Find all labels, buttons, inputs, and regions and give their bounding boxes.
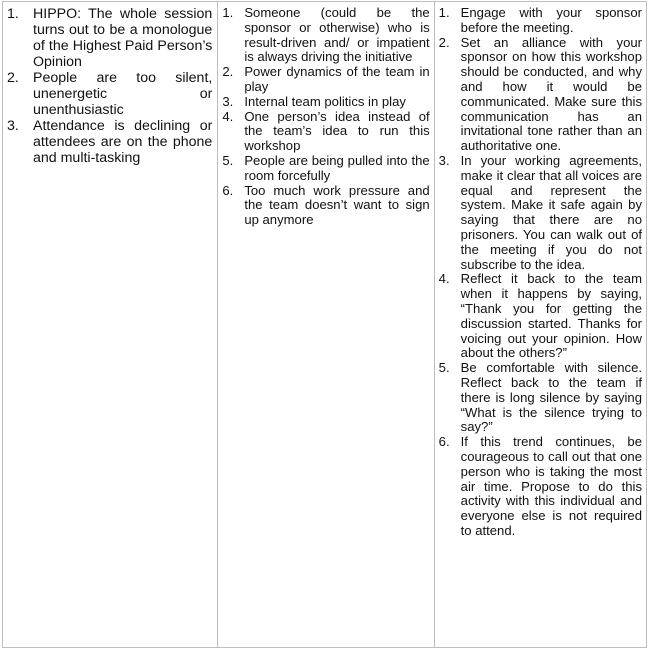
numbered-list	[7, 6, 213, 166]
list-item	[222, 64, 430, 95]
item-text: Internal team politics in play	[244, 93, 406, 109]
item-text: People are too silent, unenergetic or unenthusiastic	[33, 70, 213, 118]
item-number: 1.	[222, 5, 234, 20]
item-text: Someone (could be the sponsor or otherwise) who is result-driven and/ or impatient is always driving the initiative	[244, 5, 430, 65]
list-item	[222, 152, 430, 184]
item-number: 4.	[222, 108, 234, 124]
item-number: 4.	[438, 271, 450, 287]
list-item	[438, 34, 642, 154]
item-number: 5.	[222, 152, 234, 168]
item-number: 6.	[222, 182, 234, 198]
list-item	[7, 118, 213, 166]
item-text: Be comfortable with silence. Reflect back to the team if there is long silence by saying “What is the silence trying to say?”	[460, 360, 642, 435]
item-text: Engage with your sponsor before the meeting.	[460, 5, 642, 35]
column-problems	[3, 2, 218, 647]
list-item	[438, 152, 642, 272]
item-number: 3.	[438, 152, 450, 168]
item-number: 6.	[438, 434, 450, 450]
item-number: 2.	[222, 64, 234, 80]
item-text: One person’s idea instead of the team’s idea to run this workshop	[244, 108, 430, 154]
list-item	[222, 93, 429, 110]
list-item	[222, 182, 430, 228]
list-item	[438, 360, 642, 435]
list-item	[7, 70, 213, 118]
list-item	[222, 108, 430, 154]
item-number: 2.	[7, 70, 19, 86]
item-text: Reflect it back to the team when it happens by saying, “Thank you for getting the discussion started. Thanks for voicing out your opinion. How about the others?”	[460, 271, 642, 361]
numbered-list	[438, 5, 642, 539]
item-text: Power dynamics of the team in play	[244, 64, 430, 94]
item-number: 3.	[222, 93, 234, 109]
item-text: Set an alliance with your sponsor on how this workshop should be conducted, and why and how it would be communicated. Make sure this communication has an invitational tone rather than an authoritative one.	[460, 34, 642, 154]
column-causes	[218, 2, 434, 647]
numbered-list	[222, 5, 430, 228]
item-number: 5.	[438, 360, 450, 376]
list-item	[438, 5, 642, 36]
item-text: If this trend continues, be courageous to call out that one person who is taking the most air time. Propose to do this activity with this individual and everyone else is not required to attend.	[460, 434, 642, 538]
list-item	[222, 5, 430, 65]
item-number: 1.	[7, 6, 19, 22]
item-number: 2.	[438, 34, 450, 50]
item-text: HIPPO: The whole session turns out to be a monologue of the Highest Paid Person’s Opinion	[33, 6, 213, 70]
item-number: 1.	[438, 5, 450, 20]
list-item	[438, 434, 642, 539]
item-number: 3.	[7, 118, 19, 134]
list-item	[438, 271, 642, 361]
column-solutions	[435, 2, 646, 647]
item-text: Attendance is declining or attendees are on the phone and multi-tasking	[33, 118, 213, 166]
list-item	[7, 6, 213, 70]
table	[2, 1, 647, 648]
item-text: People are being pulled into the room forcefully	[244, 152, 430, 183]
item-text: In your working agreements, make it clear that all voices are equal and represent the system. Make it safe again by saying that there are no prisoners. You can walk out of the meeting if you do not subscribe to the idea.	[460, 152, 642, 272]
item-text: Too much work pressure and the team doesn’t want to sign up anymore	[244, 182, 430, 228]
